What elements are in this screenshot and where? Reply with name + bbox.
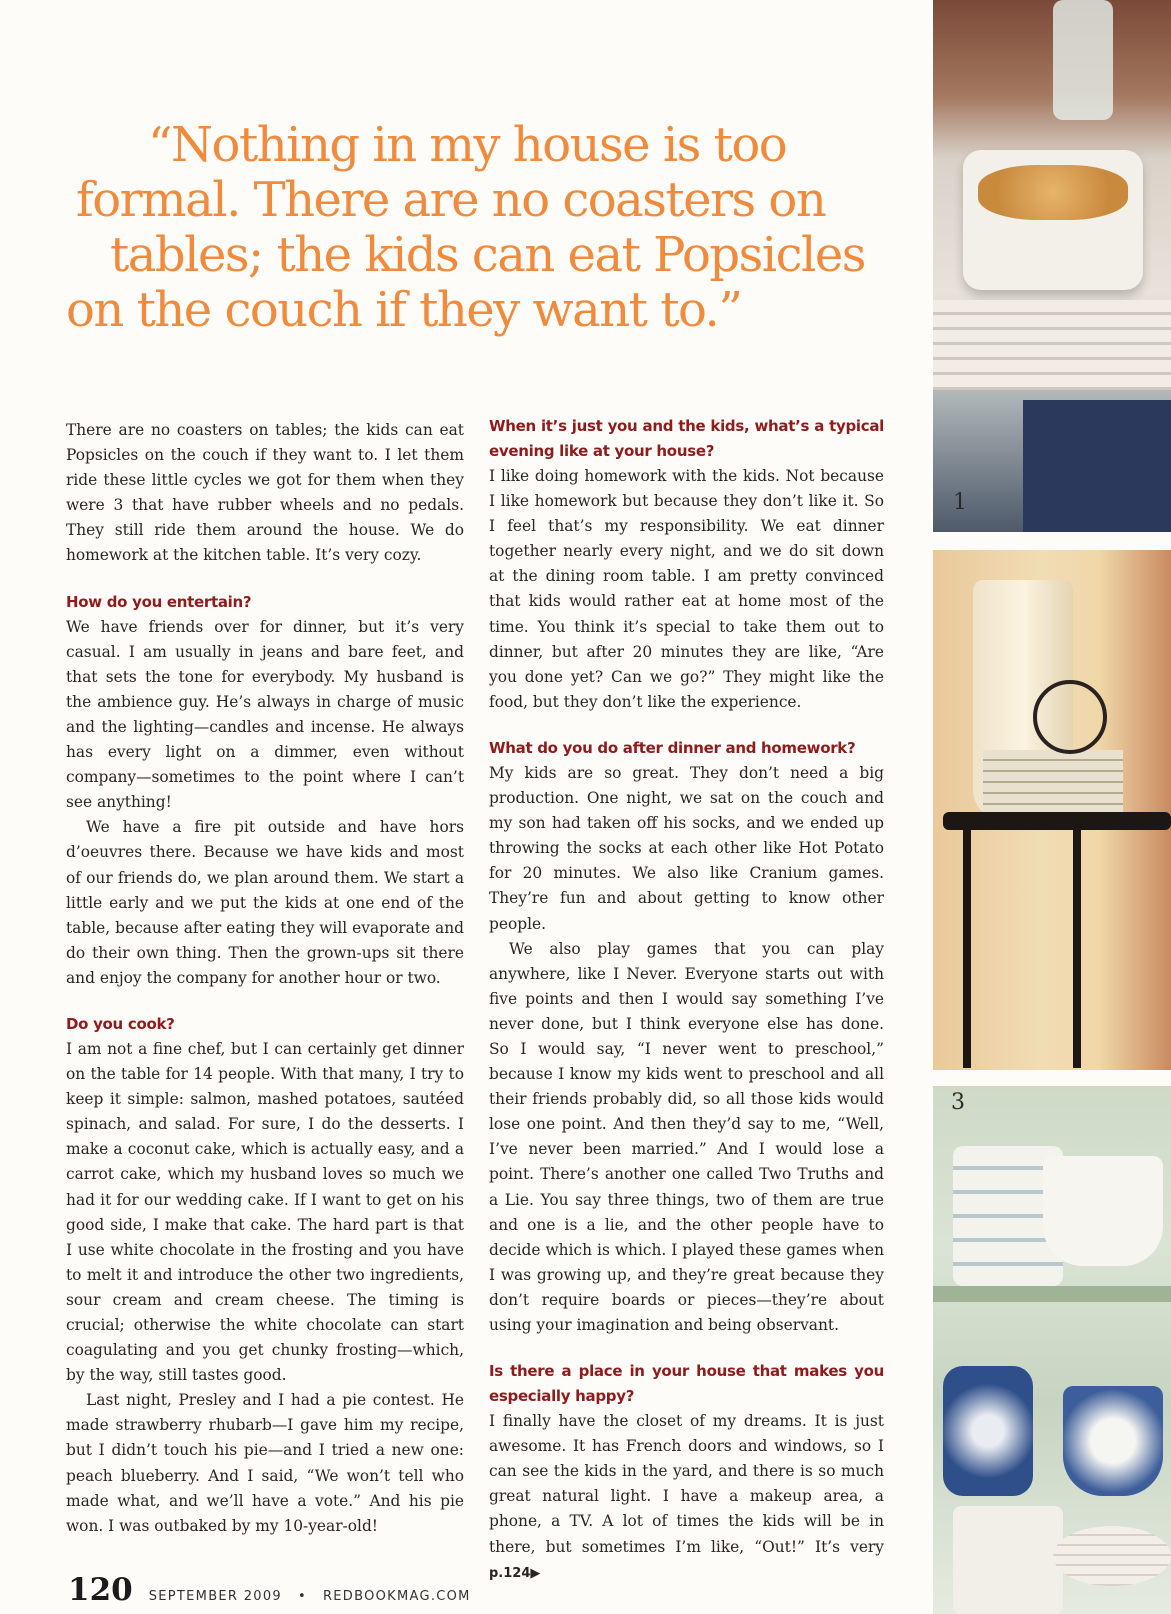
answer-paragraph: I am not a fine chef, but I can certainly get dinner on the table for 14 people. With that many, I try to keep it simple: salmon, mashed potatoes, sautéed spinach, and salad. For sure, I do the desserts. I make a coconut cake, which is actually easy, and a carrot cake, which my husband loves so much we had it for our wedding cake. If I want to get on his good side, I make that cake. The hard part is that I use white chocolate in the frosting and you have to melt it and introduce the other two ingredients, sour cream and cream cheese. The timing is crucial; otherwise the white chocolate can start coagulating and you get chunky frosting—which, by the way, still tastes good. [66,1039,464,1385]
answer-paragraph: We have a fire pit outside and have hors d’oeuvres there. Because we have kids and most of our friends do, we plan around them. We start a little early and we put the kids at one end of the table, because after eating they will evaporate and do their own thing. Then the grown-ups sit there and enjoy the company for another hour or two. [66,818,464,987]
pull-quote-line: on the couch if they want to.” [66,282,742,338]
table-leg [963,828,971,1068]
white-bowl [1043,1156,1163,1266]
answer-text: I finally have the closet of my dreams. It is just awesome. It has French doors and windows, so I can see the kids in the yard, and there is so much great natural light. I have a makeup area, a phone, a TV. A lot of times the kids will be in there, but sometimes I’m like, “Out!” It’s very [489,1412,884,1556]
round-table [943,812,1171,830]
answer-paragraph [489,1409,884,1586]
photo-cups-shelf [933,1086,1171,1614]
glass-bottle [1053,0,1113,120]
issue-date: SEPTEMBER 2009 [148,1589,282,1604]
footer-separator: • [297,1589,307,1604]
saucer-stack [1053,1526,1171,1586]
pull-quote-line: “Nothing in my house is too [148,117,787,173]
photo-vase-table [933,550,1171,1070]
plate-stack [933,300,1171,390]
continued-on-link[interactable]: p.124▶ [489,1565,541,1581]
text-column-left [66,418,464,1539]
pull-quote-line: formal. There are no coasters on [76,172,826,228]
white-mug [953,1506,1063,1614]
text-column-right [489,414,884,1586]
floral-teacup [1063,1386,1163,1496]
answer-paragraph: My kids are so great. They don’t need a big production. One night, we sat on the couch and my son had taken off his socks, and we ended up throwing the socks at each other like Hot Potato for 20 minutes. We also like Cranium games. They’re fun and about getting to know other people. [489,763,884,933]
website: REDBOOKMAG.COM [322,1589,471,1604]
ring-sculpture [1033,680,1107,754]
photo-strip [933,0,1171,1614]
answer-paragraph: Last night, Presley and I had a pie contest. He made strawberry rhubarb—I gave him my recipe, but I didn’t touch his pie—and I tried a new one: peach blueberry. And I said, “We won’t tell who made what, and we’ll have a vote.” And his pie won. I was outbaked by my 10-year-old! [66,1391,464,1535]
question-heading: Is there a place in your house that makes you especially happy? [489,1362,884,1406]
blue-pitcher [943,1366,1033,1496]
photo-nuts-bowl [933,0,1171,532]
answer-paragraph: We also play games that you can play anywhere, like I Never. Everyone starts out with five points and then I would say something I’ve never done, but I think everyone else has done. So I would say, “I never went to preschool,” because I know my kids went to preschool and all their friends probably did, so all those kids would lose one point. And then they’d say to me, “Well, I’ve never been married.” And I would lose a point. There’s another one called Two Truths and a Lie. You say three things, two of them are true and one is a lie, and the other people have to decide which is which. I played these games when I was growing up, and they’re great because they don’t require boards or pieces—they’re about using your imagination and being observant. [489,939,884,1334]
pull-quote-line: tables; the kids can eat Popsicles [110,227,865,283]
pull-quote [60,118,910,338]
photo-label: 3 [951,1090,965,1115]
question-heading: How do you entertain? [66,592,252,611]
answer-paragraph: I like doing homework with the kids. Not because I like homework but because they don’t like it. So I feel that’s my responsibility. We eat dinner together nearly every night, and we do sit down at the dining room table. I am pretty convinced that kids would rather eat at home most of the time. You think it’s special to take them out to dinner, but after 20 minutes they are like, “Are you done yet? Can we go?” They might like the food, but they don’t like the experience. [489,467,884,711]
answer-paragraph: We have friends over for dinner, but it’s very casual. I am usually in jeans and bare feet, and that sets the tone for everybody. My husband is the ambience guy. He’s always in charge of music and the lighting—candles and incense. He always has every light on a dimmer, even without company—sometimes to the point where I can’t see anything! [66,617,464,812]
nuts [978,165,1128,220]
blue-napkin [1023,400,1171,532]
photo-label: 1 [953,490,967,515]
page-number: 120 [68,1572,133,1608]
shelf-board [933,1286,1171,1302]
intro-paragraph: There are no coasters on tables; the kids can eat Popsicles on the couch if they want to. I let them ride these little cycles we got for them when they were 3 that have rubber wheels and no pedals. They still ride them around the house. We do homework at the kitchen table. It’s very cozy. [66,421,464,565]
table-leg [1073,828,1081,1068]
book-stack [983,750,1123,820]
page-footer [68,1572,471,1608]
question-heading: When it’s just you and the kids, what’s a typical evening like at your house? [489,417,884,460]
question-heading: Do you cook? [66,1014,175,1033]
question-heading: What do you do after dinner and homework? [489,738,856,757]
